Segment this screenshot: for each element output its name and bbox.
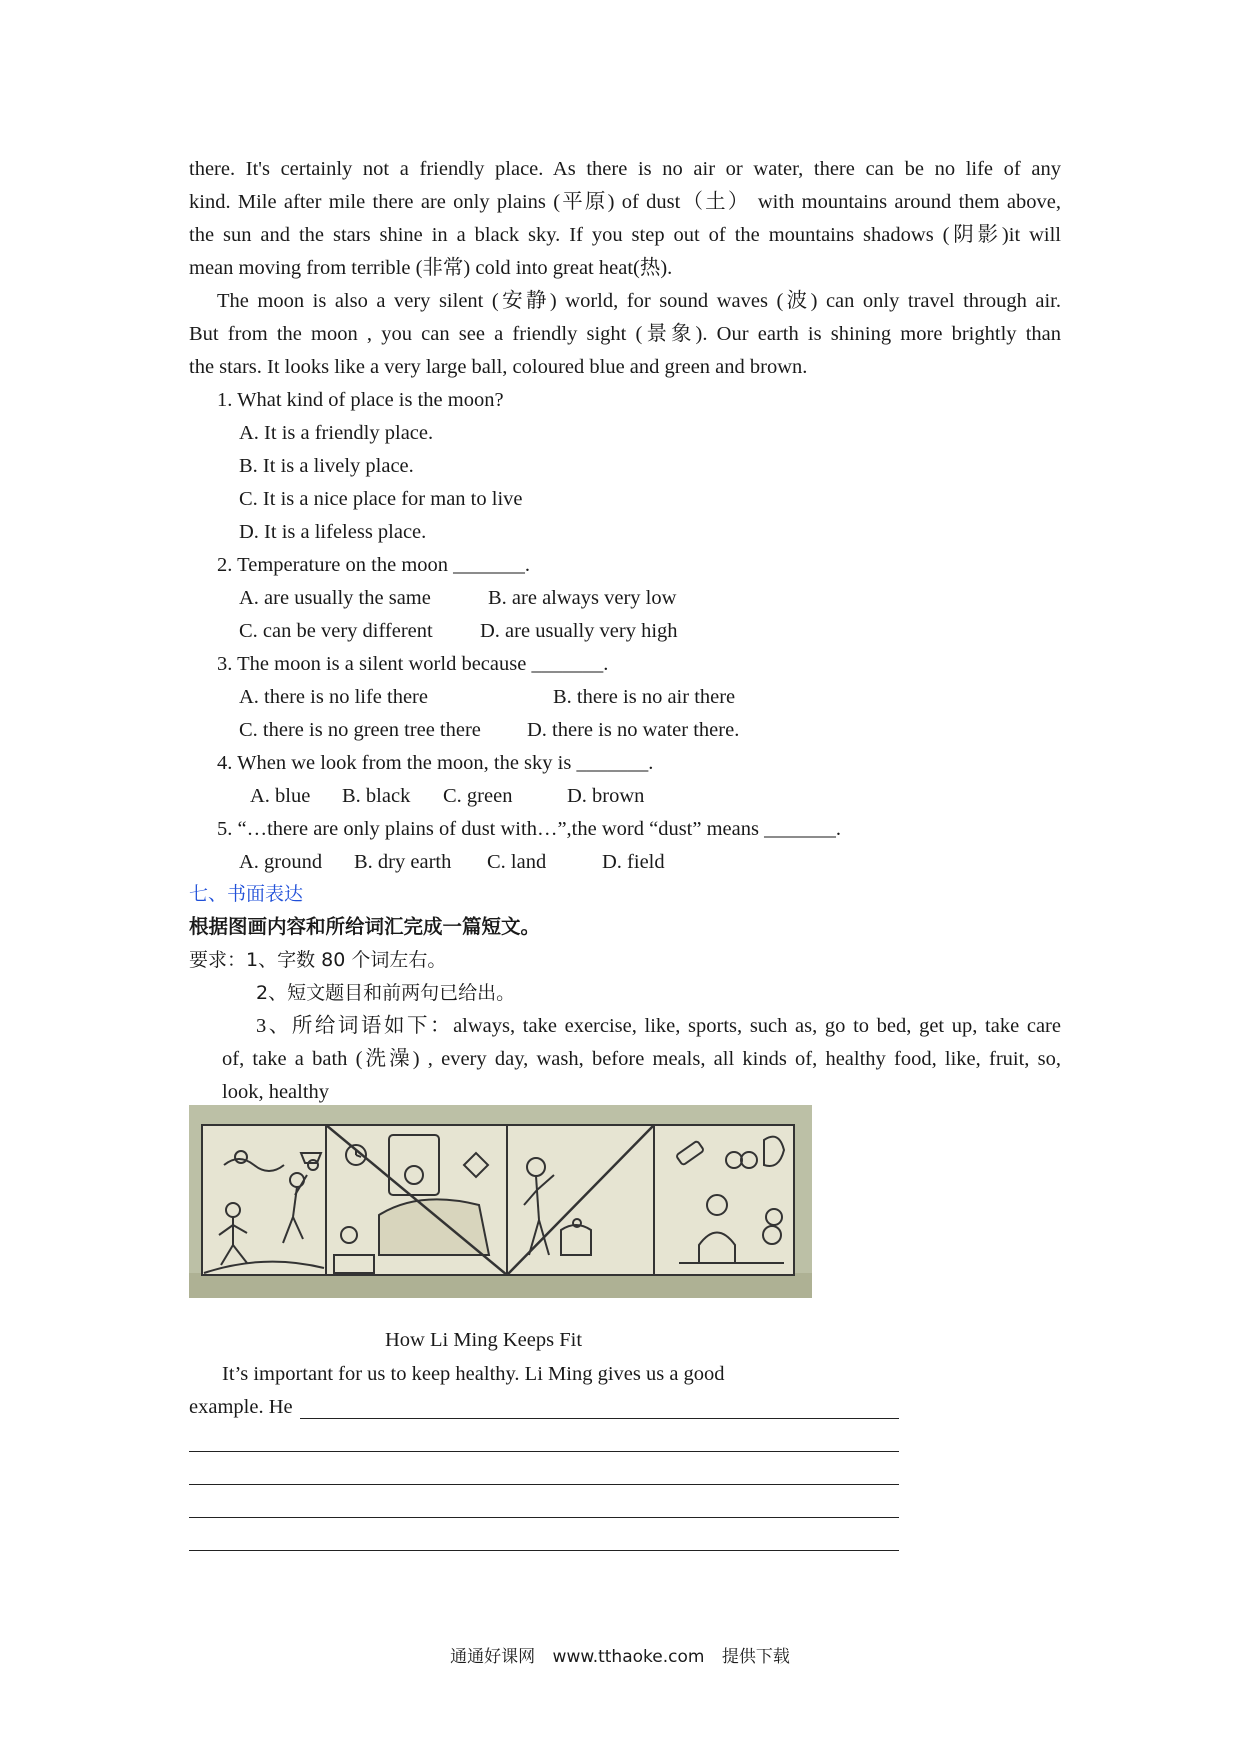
option-b: B. are always very low [488, 587, 677, 609]
question-stem: 1. What kind of place is the moon? [217, 389, 504, 411]
passage-line: The moon is also a very silent (安静) world, for sound waves (波) can only travel through air. [217, 290, 1061, 312]
option-b: B. there is no air there [553, 686, 736, 708]
option-c: C. can be very different [239, 620, 433, 642]
answer-line [189, 1517, 899, 1518]
option-c: C. It is a nice place for man to live [239, 488, 523, 510]
requirement-3-cont: of, take a bath (洗澡) , every day, wash, before meals, all kinds of, healthy food, like, fruit, so, [222, 1048, 1061, 1070]
passage-line: the stars. It looks like a very large ball, coloured blue and green and brown. [189, 356, 808, 378]
option-d: D. It is a lifeless place. [239, 521, 427, 543]
footer-site-name: 通通好课网 [450, 1647, 536, 1667]
passage-line: mean moving from terrible (非常) cold into great heat(热). [189, 257, 673, 279]
page-footer [0, 1646, 1240, 1668]
option-a: A. there is no life there [239, 686, 428, 708]
passage-line: kind. Mile after mile there are only plains (平原) of dust（土） with mountains around them above, [189, 191, 1061, 213]
passage-line: But from the moon , you can see a friendly sight (景象). Our earth is shining more brightly than [189, 323, 1061, 345]
option-a: A. ground [239, 851, 323, 873]
passage-line: there. It's certainly not a friendly place. As there is no air or water, there can be no life of any [189, 158, 1061, 180]
option-d: D. are usually very high [480, 620, 678, 642]
question-stem: 3. The moon is a silent world because _______. [217, 653, 609, 675]
option-b: B. black [342, 785, 411, 807]
essay-opening-cont: example. He [189, 1396, 293, 1418]
writing-instruction: 根据图画内容和所给词汇完成一篇短文。 [189, 915, 541, 938]
option-d: D. there is no water there. [527, 719, 740, 741]
option-c: C. green [443, 785, 513, 807]
essay-title: How Li Ming Keeps Fit [385, 1329, 583, 1351]
answer-line [189, 1550, 899, 1551]
essay-opening: It’s important for us to keep healthy. Li Ming gives us a good [222, 1363, 725, 1385]
answer-line [189, 1484, 899, 1485]
option-d: D. brown [567, 785, 645, 807]
option-a: A. It is a friendly place. [239, 422, 434, 444]
footer-suffix: 提供下载 [721, 1647, 790, 1667]
question-stem: 2. Temperature on the moon _______. [217, 554, 531, 576]
option-c: C. there is no green tree there [239, 719, 481, 741]
comic-panels-svg [189, 1105, 812, 1298]
question-stem: 5. “…there are only plains of dust with…”,the word “dust” means _______. [217, 818, 841, 840]
requirement-1: 要求：1、字数 80 个词左右。 [189, 949, 447, 971]
option-a: A. blue [250, 785, 311, 807]
option-b: B. dry earth [354, 851, 452, 873]
footer-url[interactable]: www.tthaoke.com [552, 1647, 705, 1667]
option-c: C. land [487, 851, 547, 873]
option-b: B. It is a lively place. [239, 455, 414, 477]
option-d: D. field [602, 851, 665, 873]
comic-illustration [189, 1105, 812, 1298]
option-a: A. are usually the same [239, 587, 431, 609]
question-stem: 4. When we look from the moon, the sky is _______. [217, 752, 654, 774]
requirement-2: 2、短文题目和前两句已给出。 [256, 982, 516, 1004]
answer-line [300, 1418, 899, 1419]
section-title: 七、书面表达 [189, 883, 304, 905]
answer-line [189, 1451, 899, 1452]
passage-line: the sun and the stars shine in a black sky. If you step out of the mountains shadows (阴影)it will [189, 224, 1061, 246]
requirement-3-cont: look, healthy [222, 1081, 330, 1103]
requirement-3: 3、所给词语如下：always, take exercise, like, sports, such as, go to bed, get up, take care [256, 1015, 1061, 1037]
